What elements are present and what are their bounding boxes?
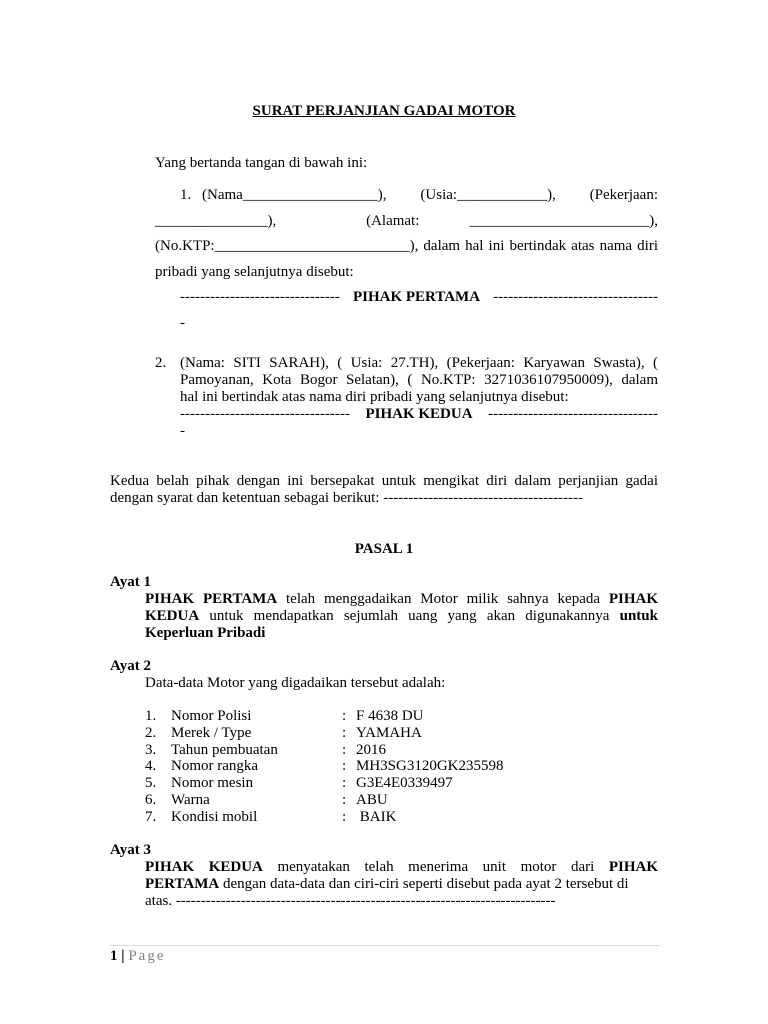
list-item	[145, 742, 595, 759]
agreement-line-2: dengan syarat dan ketentuan sebagai berikut: ----------------------------------------	[110, 490, 584, 506]
ayat-1-kedua: KEDUA	[145, 608, 200, 624]
item-label: Kondisi mobil	[171, 808, 258, 825]
party-1-line-2	[155, 213, 658, 230]
party-1-address-field: ________________________),	[469, 213, 658, 229]
party-1-line-1	[202, 187, 658, 204]
item-label: Nomor Polisi	[171, 708, 252, 724]
party-2-line-1: (Nama: SITI SARAH), ( Usia: 27.TH), (Pekerjaan: Karyawan Swasta), (	[180, 355, 658, 371]
ayat-1-line-1	[145, 591, 658, 608]
party-2-number: 2.	[155, 355, 167, 371]
agreement-line-1: Kedua belah pihak dengan ini bersepakat untuk mengikat diri dalam perjanjian gadai	[110, 473, 658, 489]
ayat-1-purpose: Keperluan Pribadi	[145, 625, 266, 641]
party-1-dash-tail: -	[180, 315, 185, 331]
party-2-dashes-right: ----------------------------------	[488, 406, 658, 422]
item-colon: :	[342, 758, 347, 775]
ayat-1-text-1: telah menggadaikan Motor milik sahnya kepada	[277, 591, 609, 607]
ayat-3-text-1: menyatakan telah menerima unit motor dari	[262, 859, 609, 875]
ayat-1-pihak-pertama: PIHAK PERTAMA	[145, 591, 278, 607]
item-number: 7.	[145, 808, 157, 825]
party-2-role-label: PIHAK KEDUA	[365, 406, 473, 422]
party-2-dashes-left: ----------------------------------	[180, 406, 350, 422]
item-number: 4.	[145, 758, 157, 775]
party-1-role-label: PIHAK PERTAMA	[352, 289, 481, 305]
party-2-dash-tail: -	[180, 423, 185, 439]
item-value: ABU	[356, 791, 388, 808]
ayat-2-heading: Ayat 2	[110, 658, 151, 674]
ayat-3-pihak-kedua: PIHAK KEDUA	[145, 859, 263, 875]
motor-data-list	[145, 708, 595, 826]
ayat-3-text-2: dengan data-data dan ciri-ciri seperti disebut pada ayat 2 tersebut di	[219, 876, 629, 892]
party-1-job-label: (Pekerjaan:	[589, 187, 658, 203]
party-1-name-field: (Nama__________________),	[202, 187, 387, 203]
item-label: Warna	[171, 791, 210, 808]
ayat-1-line-2	[145, 608, 658, 625]
item-number: 2.	[145, 724, 157, 741]
list-item	[145, 792, 595, 809]
intro-text: Yang bertanda tangan di bawah ini:	[155, 155, 368, 171]
ayat-3-heading: Ayat 3	[110, 842, 151, 858]
list-item	[145, 809, 595, 826]
party-1-age-field: (Usia:____________),	[420, 187, 556, 203]
page-footer	[110, 948, 165, 965]
ayat-2-intro: Data-data Motor yang digadaikan tersebut adalah:	[145, 675, 446, 691]
ayat-3-pertama: PERTAMA	[145, 876, 220, 892]
party-2-line-3: hal ini bertindak atas nama diri pribadi yang selanjutnya disebut:	[180, 389, 569, 405]
item-value: MH3SG3120GK235598	[356, 758, 504, 775]
item-colon: :	[342, 775, 347, 792]
party-1-line-4: pribadi yang selanjutnya disebut:	[155, 264, 354, 280]
item-value: BAIK	[356, 808, 397, 825]
item-colon: :	[342, 708, 347, 724]
party-1-number: 1.	[180, 187, 192, 203]
party-2-role-line	[180, 406, 658, 423]
list-item	[145, 708, 595, 725]
party-2-line-2: Pamoyanan, Kota Bogor Selatan), ( No.KTP: 3271036107950009), dalam	[180, 372, 658, 388]
party-1-line-3: (No.KTP:__________________________), dalam hal ini bertindak atas nama diri	[155, 238, 658, 254]
ayat-1-untuk: untuk	[619, 608, 658, 624]
party-1-dashes-right: ---------------------------------	[493, 289, 658, 305]
document-title: SURAT PERJANJIAN GADAI MOTOR	[252, 103, 516, 119]
ayat-1-heading: Ayat 1	[110, 574, 151, 590]
item-colon: :	[342, 808, 347, 825]
party-1-address-label: (Alamat:	[366, 213, 420, 229]
item-value: F 4638 DU	[356, 708, 424, 724]
item-number: 1.	[145, 708, 157, 724]
party-1-role-line	[180, 289, 658, 306]
ayat-3-line-3: atas. ----------------------------------------------------------------------------	[145, 893, 556, 909]
page-separator: |	[117, 948, 129, 964]
item-colon: :	[342, 791, 347, 808]
item-label: Merek / Type	[171, 724, 252, 741]
ayat-3-line-2	[145, 876, 658, 893]
list-item	[145, 775, 595, 792]
item-number: 6.	[145, 791, 157, 808]
ayat-3-pihak: PIHAK	[608, 859, 658, 875]
list-item	[145, 758, 595, 775]
ayat-1-text-2: untuk mendapatkan sejumlah uang yang akan digunakannya	[199, 608, 620, 624]
item-value: G3E4E0339497	[356, 775, 453, 792]
item-number: 5.	[145, 775, 157, 792]
item-label: Nomor mesin	[171, 775, 254, 792]
item-number: 3.	[145, 741, 157, 758]
ayat-3-line-1	[145, 859, 658, 876]
party-1-dashes-left: --------------------------------	[180, 289, 340, 305]
page-number: 1	[110, 948, 118, 964]
party-1-job-field: _______________),	[155, 213, 277, 229]
pasal-heading: PASAL 1	[354, 541, 414, 557]
item-colon: :	[342, 741, 347, 758]
item-value: YAMAHA	[356, 724, 422, 741]
list-item	[145, 725, 595, 742]
item-label: Nomor rangka	[171, 758, 259, 775]
footer-divider	[110, 945, 660, 946]
item-colon: :	[342, 724, 347, 741]
item-label: Tahun pembuatan	[171, 741, 278, 758]
page-label: Page	[128, 948, 166, 964]
item-value: 2016	[356, 741, 386, 758]
ayat-1-pihak: PIHAK	[608, 591, 658, 607]
